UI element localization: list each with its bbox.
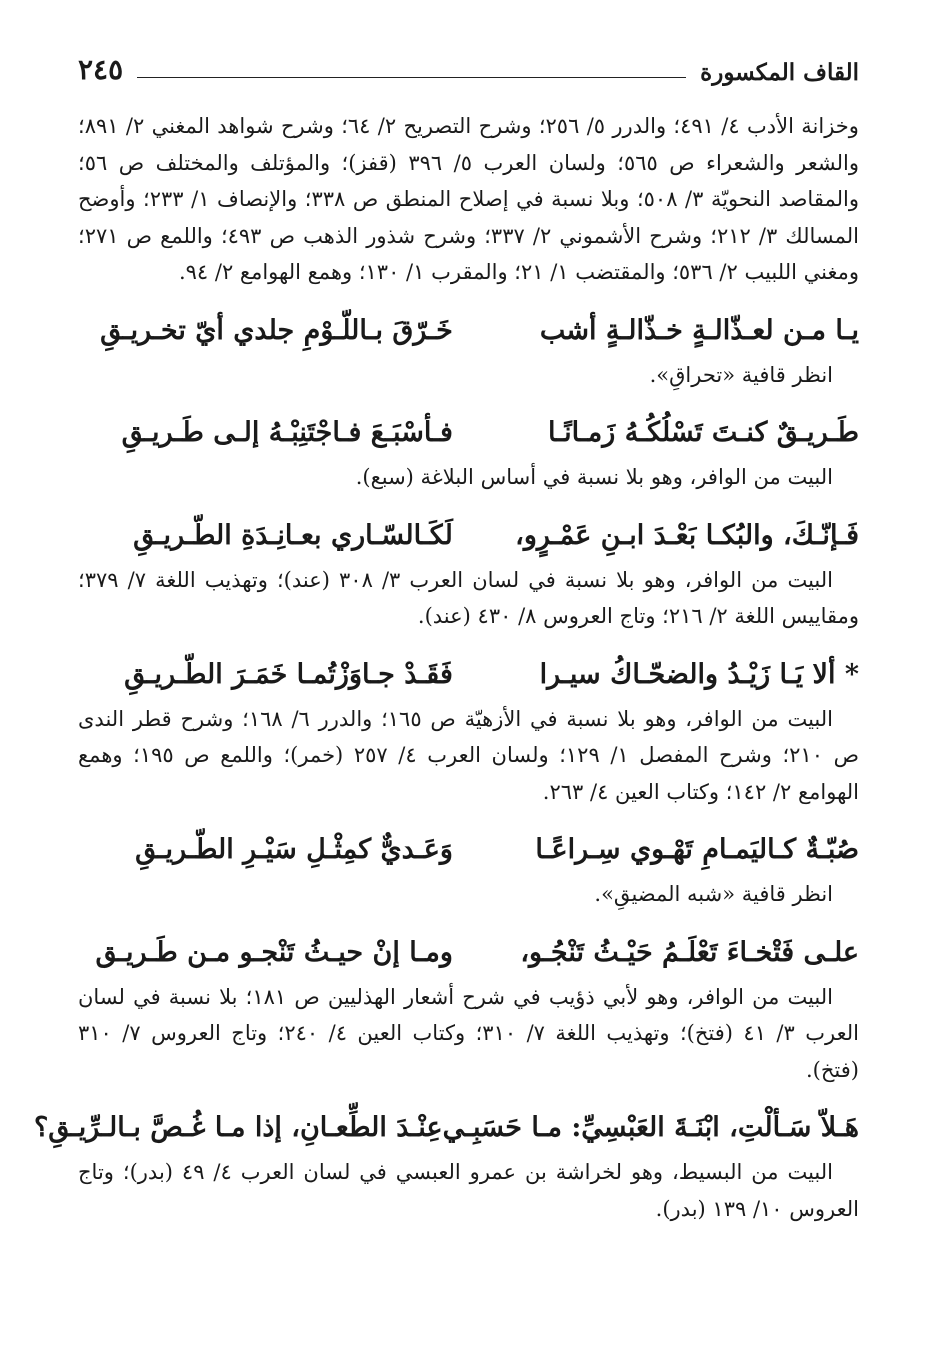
verse-entry: [78, 649, 859, 811]
sadr-text: صُبّـةٌ كـاليَمـامِ تَهْـوي سِـراعًـا: [535, 834, 859, 865]
verse-line: [78, 510, 859, 562]
verse-first-hemistich: [484, 927, 859, 979]
page-body: [33, 108, 859, 1227]
verse-line: [33, 1102, 859, 1154]
text-line: ٧/ ٣١٠ (فتخ).: [78, 1021, 859, 1082]
verse-line: [78, 649, 859, 701]
sadr-text: علـى فَتْخـاءَ تَعْلَـمُ حَيْـثُ تَنْجُـو،: [520, 936, 859, 968]
verse-second-hemistich: وَعَـديٌّ كمِثْـلِ سَيْـرِ الطّـريـقِ: [135, 834, 453, 865]
verse-line: [78, 824, 859, 876]
sadr-text: طَـريـقٌ كنـتَ تَسْلُكُـهُ زَمـانًـا: [548, 417, 859, 448]
verse-first-hemistich: [484, 649, 859, 701]
intro-paragraph: [78, 108, 859, 291]
verse-marker: *: [844, 658, 859, 690]
verse-commentary: [78, 701, 859, 811]
text-line: الندى ص ٢١٠؛ وشرح المفصل ١/ ١٢٩؛ ولسان العرب ٤/ ٢٥٧ (خمر)؛ واللمع: [78, 706, 859, 767]
text-line: ٢/ ٨٩١؛ والشعر والشعراء ص ٥٦٥؛ ولسان العرب ٥/ ٣٩٦ (قفز)؛ والمؤتلف والمختلف: [78, 114, 859, 175]
sadr-text: يـا مـن لعـذّالـةٍ خـذّالـةٍ أشب: [539, 314, 859, 346]
verse-second-hemistich: لَكَـالسّـاري بعـانِـدَةِ الطّـريـقِ: [133, 519, 453, 551]
text-line: ص ١٩٥؛ وهمع الهوامع ٢/ ١٤٢؛ وكتاب العين ٤/ ٢٦٣.: [78, 743, 859, 804]
verse-entry: [78, 824, 859, 913]
text-line: ٧/ ٣٧٩؛ ومقاييس اللغة ٢/ ٢١٦؛ وتاج العروس ٨/ ٤٣٠ (عند).: [78, 567, 859, 628]
text-line: البيت من الوافر، وهو بلا نسبة في أساس البلاغة (سبع).: [355, 465, 833, 489]
verse-commentary: [78, 459, 859, 496]
verse-entries: [33, 305, 859, 1228]
text-line: وتاج العروس ١٠/ ١٣٩ (بدر).: [78, 1160, 859, 1221]
verse-first-hemistich: [484, 824, 859, 876]
text-line: ١/ ٢٣٣؛ وأوضح المسالك ٣/ ٢١٢؛ وشرح الأشموني ٢/ ٣٣٧؛ وشرح شذور الذهب: [78, 187, 859, 248]
verse-line: [78, 305, 859, 357]
running-header: [78, 48, 859, 88]
text-line: البيت من الوافر، وهو لأبي ذؤيب في شرح أشعار الهذليين ص ١٨١؛ بلا نسبة في: [133, 984, 833, 1009]
page-number: ٢٤٥: [78, 53, 124, 86]
text-line: وخزانة الأدب ٤/ ٤٩١؛ والدرر ٥/ ٢٥٦؛ وشرح التصريح ٢/ ٦٤؛ وشرح شواهد المغني: [151, 114, 859, 138]
verse-entry: [78, 305, 859, 394]
verse-second-hemistich: عِنْـدَ الطِّعـانِ، إذا مـا غُـصَّ بـالـرِّيـقِ؟: [33, 1112, 443, 1143]
verse-entry: [78, 407, 859, 496]
verse-first-hemistich: [443, 1102, 859, 1154]
text-line: البيت من الوافر، وهو بلا نسبة في لسان العرب ٣/ ٣٠٨ (عند)؛ وتهذيب اللغة: [155, 567, 833, 592]
sadr-text: ألا يَـا زَيْـدُ والضحّـاكُ سيـرا: [539, 658, 836, 690]
header-rule: [137, 77, 686, 78]
verse-commentary: [78, 562, 859, 635]
text-line: لسان العرب ٣/ ٤١ (فتخ)؛ وتهذيب اللغة ٧/ ٣١٠؛ وكتاب العين ٤/ ٢٤٠؛ وتاج العروس: [78, 984, 859, 1045]
text-line: انظر قافية «تحراقِ».: [649, 362, 833, 387]
text-line: ١/ ١٣٠؛ وهمع الهوامع ٢/ ٩٤.: [178, 260, 425, 284]
verse-line: [78, 407, 859, 459]
verse-first-hemistich: [484, 305, 859, 357]
verse-first-hemistich: [484, 407, 859, 459]
chapter-title: القاف المكسورة: [700, 59, 859, 86]
sadr-text: فَـإنّـكَ، والبُكـا بَعْـدَ ابـنِ عَمْـرٍو،: [515, 519, 859, 551]
sadr-text: هَـلاّ سَـألْتِ، ابْنَـةَ العَبْسِيِّ: مـا حَسَبِـي: [442, 1112, 859, 1143]
text-line: انظر قافية «شبه المضيقِ».: [594, 882, 833, 906]
verse-entry: [78, 510, 859, 635]
verse-line: [78, 927, 859, 979]
verse-commentary: [78, 979, 859, 1089]
text-line: ص ٥٦؛ والمقاصد النحويّة ٣/ ٥٠٨؛ وبلا نسبة في إصلاح المنطق ص ٣٣٨؛ والإنصاف: [78, 150, 859, 211]
cross-reference-note: [78, 357, 859, 394]
verse-commentary: [78, 1154, 859, 1227]
text-line: ص ٤٩٣؛ واللمع ص ٢٧١؛ ومغني اللبيب ٢/ ٥٣٦؛ والمقتضب ١/ ٢١؛ والمقرب: [78, 223, 859, 284]
text-line: البيت من الوافر، وهو بلا نسبة في الأزهيّة ص ١٦٥؛ والدرر ٦/ ١٦٨؛ وشرح قطر: [132, 706, 833, 731]
text-line: البيت من البسيط، وهو لخراشة بن عمرو العبسي في لسان العرب ٤/ ٤٩ (بدر)؛: [122, 1160, 833, 1184]
verse-first-hemistich: [484, 510, 859, 562]
verse-second-hemistich: ومـا إنْ حيـثُ تَنْجـو مـن طَـريـق: [95, 936, 453, 968]
verse-second-hemistich: فـأسْبَـعَ فـاجْتَنِبْـهُ إلـى طَـريـقِ: [121, 417, 453, 448]
verse-second-hemistich: خَـرّقَ بـاللّـوْمِ جلدي أيّ تخـريـقِ: [100, 314, 453, 346]
cross-reference-note: [78, 876, 859, 913]
verse-entry: [78, 927, 859, 1089]
verse-entry: [33, 1102, 859, 1227]
verse-second-hemistich: فَقَـدْ جـاوَزْتُمـا خَمَـرَ الطّـريـقِ: [124, 658, 453, 690]
